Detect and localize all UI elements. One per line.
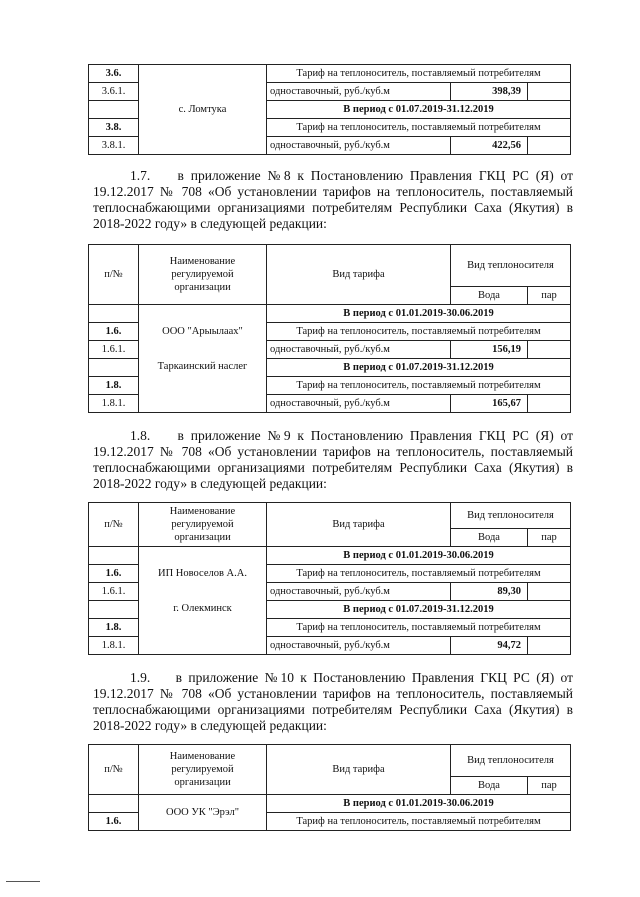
row-number: 1.8.1.	[89, 637, 139, 655]
row-description: Тариф на теплоноситель, поставляемый потребителям	[267, 813, 571, 831]
row-description: Тариф на теплоноситель, поставляемый потребителям	[267, 565, 571, 583]
header-heat-carrier: Вид теплоносителя	[451, 245, 571, 287]
tariff-table-aryylaah	[88, 244, 571, 413]
organization-place: Таркаинский наслег	[157, 361, 248, 372]
water-value: 89,30	[451, 583, 528, 601]
header-water: Вода	[451, 777, 528, 795]
header-heat-carrier: Вид теплоносителя	[451, 503, 571, 529]
paragraph-1-8	[93, 428, 573, 492]
header-organization: Наименование регулируемой организации	[139, 745, 267, 795]
paragraph-text: в приложение №9 к Постановлению Правления ГКЦ РС (Я) от 19.12.2017 № 708 «Об установлении тарифов на теплоноситель, поставляемый теплоснабжающими организациями потребителям Республики Саха (Якутия) в 2018-2022 году» в следующей редакции:	[93, 428, 574, 491]
row-number: 1.8.1.	[89, 395, 139, 413]
tariff-table-erel	[88, 744, 571, 831]
organization-name: с. Ломтука	[139, 65, 267, 155]
steam-value	[528, 395, 571, 413]
paragraph-number: 1.7.	[130, 168, 151, 183]
paragraph-text: в приложение №10 к Постановлению Правления ГКЦ РС (Я) от 19.12.2017 № 708 «Об установлении тарифов на теплоноситель, поставляемый теплоснабжающими организациями потребителям Республики Саха (Якутия) в 2018-2022 году» в следующей редакции:	[93, 670, 574, 733]
organization-name: ООО УК "Эрэл"	[139, 795, 267, 831]
steam-value	[528, 637, 571, 655]
row-description: Тариф на теплоноситель, поставляемый потребителям	[267, 119, 571, 137]
steam-value	[528, 341, 571, 359]
steam-value	[528, 83, 571, 101]
header-steam: пар	[528, 287, 571, 305]
tariff-table-lomtuka	[88, 64, 571, 155]
row-number	[89, 795, 139, 813]
water-value: 398,39	[451, 83, 528, 101]
water-value: 165,67	[451, 395, 528, 413]
organization-cell	[139, 547, 267, 655]
row-number: 1.6.	[89, 813, 139, 831]
row-number: 3.6.	[89, 65, 139, 83]
row-number	[89, 359, 139, 377]
row-number: 1.6.1.	[89, 341, 139, 359]
row-number	[89, 305, 139, 323]
paragraph-text: в приложение №8 к Постановлению Правления ГКЦ РС (Я) от 19.12.2017 № 708 «Об установлении тарифов на теплоноситель, поставляемый теплоснабжающими организациями потребителям Республики Саха (Якутия) в 2018-2022 году» в следующей редакции:	[93, 168, 574, 231]
header-number: п/№	[89, 745, 139, 795]
period-row: В период с 01.07.2019-31.12.2019	[267, 601, 571, 619]
water-value: 94,72	[451, 637, 528, 655]
organization-place: г. Олекминск	[173, 603, 232, 614]
row-number	[89, 547, 139, 565]
steam-value	[528, 137, 571, 155]
row-number: 3.8.	[89, 119, 139, 137]
header-number: п/№	[89, 245, 139, 305]
water-value: 422,56	[451, 137, 528, 155]
footnote-divider	[6, 881, 40, 882]
period-row: В период с 01.01.2019-30.06.2019	[267, 547, 571, 565]
row-number: 3.6.1.	[89, 83, 139, 101]
period-row: В период с 01.01.2019-30.06.2019	[267, 305, 571, 323]
header-heat-carrier: Вид теплоносителя	[451, 745, 571, 777]
row-description: Тариф на теплоноситель, поставляемый потребителям	[267, 377, 571, 395]
period-row: В период с 01.07.2019-31.12.2019	[267, 101, 571, 119]
organization-cell	[139, 305, 267, 413]
header-organization: Наименование регулируемой организации	[139, 503, 267, 547]
organization-name: ИП Новоселов А.А.	[158, 568, 247, 579]
paragraph-1-7	[93, 168, 573, 232]
row-description: Тариф на теплоноситель, поставляемый потребителям	[267, 65, 571, 83]
header-organization: Наименование регулируемой организации	[139, 245, 267, 305]
paragraph-number: 1.8.	[130, 428, 151, 443]
header-steam: пар	[528, 529, 571, 547]
row-description: одноставочный, руб./куб.м	[267, 341, 451, 359]
row-number: 3.8.1.	[89, 137, 139, 155]
organization-name: ООО "Арыылаах"	[162, 326, 243, 337]
row-description: одноставочный, руб./куб.м	[267, 395, 451, 413]
row-description: одноставочный, руб./куб.м	[267, 637, 451, 655]
header-tariff-type: Вид тарифа	[267, 745, 451, 795]
header-number: п/№	[89, 503, 139, 547]
tariff-table-novoselov	[88, 502, 571, 655]
paragraph-1-9	[93, 670, 573, 734]
row-description: одноставочный, руб./куб.м	[267, 137, 451, 155]
header-steam: пар	[528, 777, 571, 795]
water-value: 156,19	[451, 341, 528, 359]
row-number: 1.6.1.	[89, 583, 139, 601]
row-number	[89, 601, 139, 619]
row-number: 1.6.	[89, 565, 139, 583]
row-description: Тариф на теплоноситель, поставляемый потребителям	[267, 323, 571, 341]
period-row: В период с 01.07.2019-31.12.2019	[267, 359, 571, 377]
row-description: одноставочный, руб./куб.м	[267, 83, 451, 101]
row-number: 1.6.	[89, 323, 139, 341]
header-tariff-type: Вид тарифа	[267, 503, 451, 547]
steam-value	[528, 583, 571, 601]
row-number: 1.8.	[89, 619, 139, 637]
row-number: 1.8.	[89, 377, 139, 395]
header-tariff-type: Вид тарифа	[267, 245, 451, 305]
header-water: Вода	[451, 287, 528, 305]
header-water: Вода	[451, 529, 528, 547]
row-description: одноставочный, руб./куб.м	[267, 583, 451, 601]
row-description: Тариф на теплоноситель, поставляемый потребителям	[267, 619, 571, 637]
paragraph-number: 1.9.	[130, 670, 151, 685]
row-number	[89, 101, 139, 119]
period-row: В период с 01.01.2019-30.06.2019	[267, 795, 571, 813]
